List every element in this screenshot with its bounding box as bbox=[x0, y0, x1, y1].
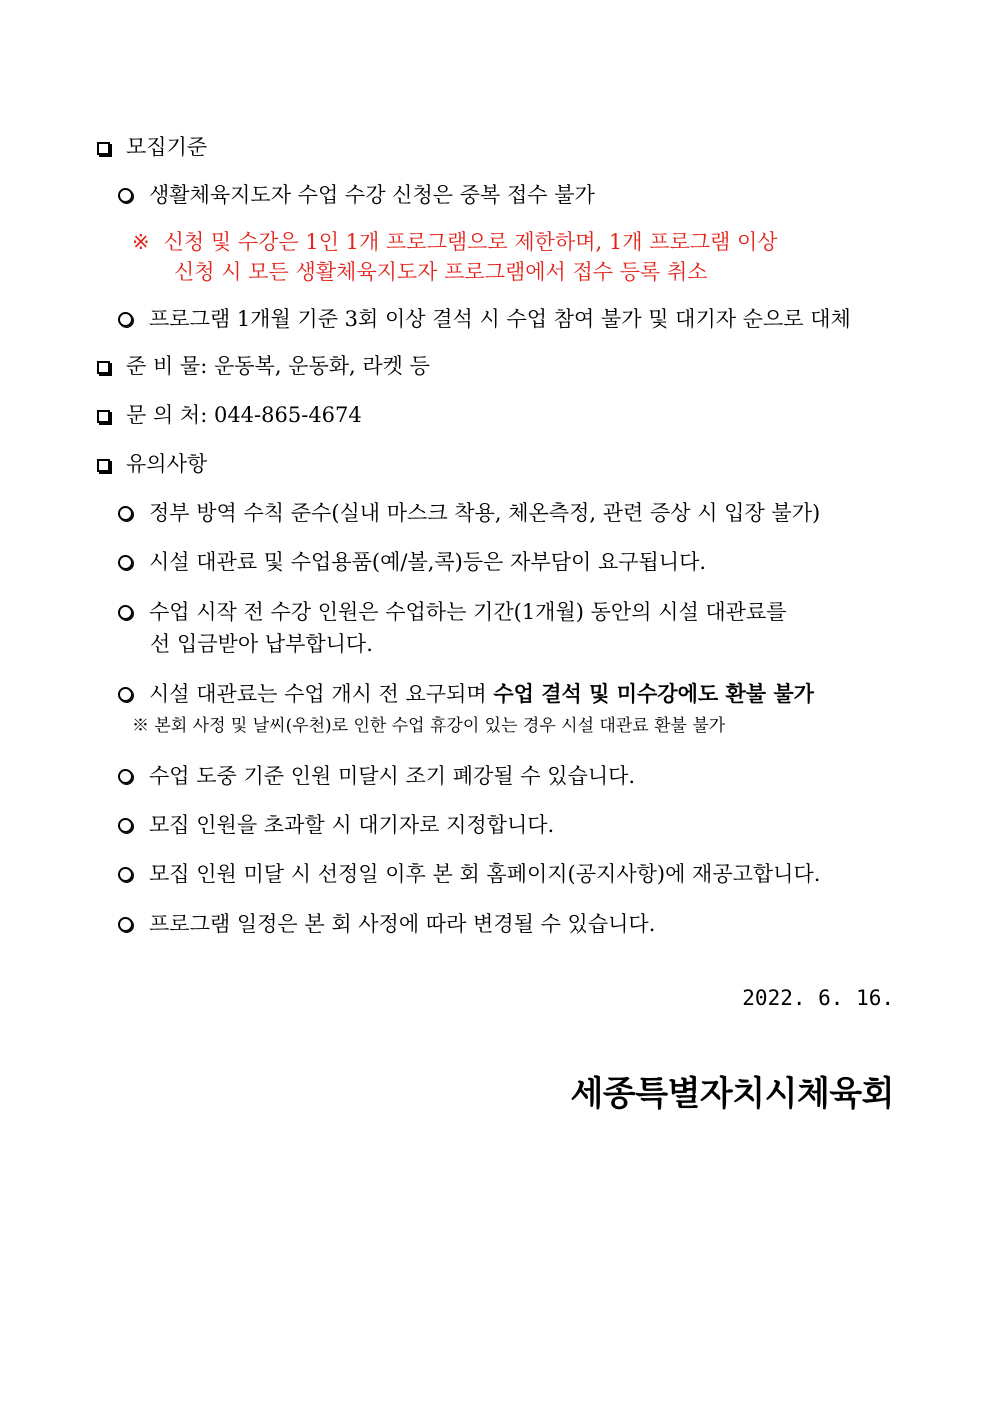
checkbox-square-icon bbox=[97, 410, 110, 423]
recruitment-note-line2: 신청 시 모든 생활체육지도자 프로그램에서 접수 등록 취소 bbox=[174, 260, 708, 284]
circle-bullet-icon bbox=[118, 867, 133, 882]
section-supplies: 준 비 물: 운동복, 운동화, 라켓 등 bbox=[97, 352, 430, 380]
notes-item-re-announce: 모집 인원 미달 시 선정일 이후 본 회 홈페이지(공지사항)에 재공고합니다. bbox=[118, 860, 820, 888]
notes-item-schedule-change: 프로그램 일정은 본 회 사정에 따라 변경될 수 있습니다. bbox=[118, 910, 655, 938]
circle-bullet-icon bbox=[118, 687, 133, 702]
circle-bullet-icon bbox=[118, 818, 133, 833]
section-contact: 문 의 처: 044-865-4674 bbox=[97, 401, 362, 429]
recruitment-note-line1: ※ 신청 및 수강은 1인 1개 프로그램으로 제한하며, 1개 프로그램 이상 bbox=[132, 230, 778, 254]
notes-item-prepay-line2: 선 입금받아 납부합니다. bbox=[150, 632, 373, 656]
no-refund-emphasis: 수업 결석 및 미수강에도 환불 불가 bbox=[493, 682, 814, 706]
checkbox-square-icon bbox=[97, 361, 110, 374]
document-date: 2022. 6. 16. bbox=[742, 986, 894, 1010]
section-heading-notes: 유의사항 bbox=[97, 450, 207, 478]
organization-name: 세종특별자치시체육회 bbox=[570, 1074, 894, 1114]
recruitment-item-absence: 프로그램 1개월 기준 3회 이상 결석 시 수업 참여 불가 및 대기자 순으로 대체 bbox=[118, 305, 851, 333]
checkbox-square-icon bbox=[97, 142, 110, 155]
notes-item-waitlist: 모집 인원을 초과할 시 대기자로 지정합니다. bbox=[118, 811, 554, 839]
recruitment-item-duplicate: 생활체육지도자 수업 수강 신청은 중복 접수 불가 bbox=[118, 181, 595, 209]
circle-bullet-icon bbox=[118, 769, 133, 784]
circle-bullet-icon bbox=[118, 605, 133, 620]
reference-mark-icon: ※ bbox=[132, 230, 150, 254]
circle-bullet-icon bbox=[118, 555, 133, 570]
notes-item-prepay-line1: 수업 시작 전 수강 인원은 수업하는 기간(1개월) 동안의 시설 대관료를 bbox=[118, 598, 787, 626]
notes-item-quarantine: 정부 방역 수칙 준수(실내 마스크 착용, 체온측정, 관련 증상 시 입장 불가) bbox=[118, 499, 820, 527]
circle-bullet-icon bbox=[118, 188, 133, 203]
notes-item-no-refund: 시설 대관료는 수업 개시 전 요구되며 수업 결석 및 미수강에도 환불 불가 bbox=[118, 680, 814, 708]
circle-bullet-icon bbox=[118, 917, 133, 932]
notes-item-self-pay: 시설 대관료 및 수업용품(예/볼,콕)등은 자부담이 요구됩니다. bbox=[118, 548, 706, 576]
notes-item-early-close: 수업 도중 기준 인원 미달시 조기 폐강될 수 있습니다. bbox=[118, 762, 635, 790]
checkbox-square-icon bbox=[97, 459, 110, 472]
circle-bullet-icon bbox=[118, 312, 133, 327]
notes-no-refund-remark: ※ 본회 사정 및 날씨(우천)로 인한 수업 휴강이 있는 경우 시설 대관료 환불 불가 bbox=[132, 716, 726, 736]
section-heading-recruitment: 모집기준 bbox=[97, 133, 207, 161]
circle-bullet-icon bbox=[118, 506, 133, 521]
